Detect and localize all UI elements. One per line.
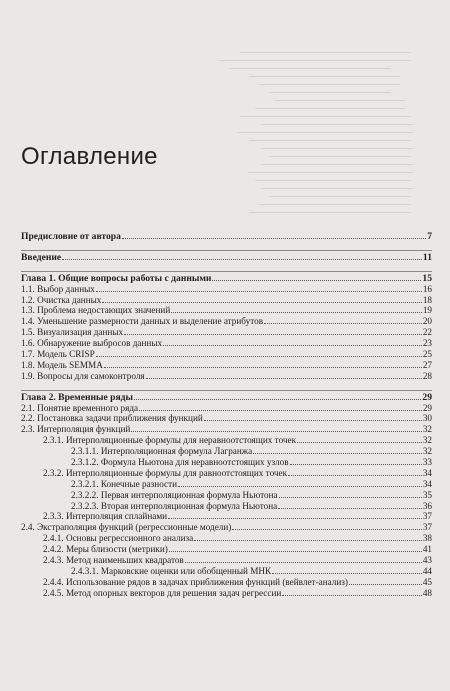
dot-leader (134, 391, 421, 400)
dot-leader (288, 467, 422, 476)
toc-page-number: 43 (422, 555, 432, 566)
toc-page-number: 32 (422, 424, 432, 435)
dot-leader (297, 434, 422, 443)
toc-page-number: 32 (422, 435, 432, 446)
toc-page-number: 48 (422, 587, 432, 598)
dot-leader (146, 370, 422, 379)
toc-entry-title: 1.5. Визуализация данных (21, 327, 124, 338)
toc-entry-title: 2.3.3. Интерполяция сплайнами (43, 511, 168, 522)
toc-entry-title: 2.3.2.2. Первая интерполяционная формула Ньютона (71, 489, 278, 500)
toc-entry[interactable] (21, 402, 432, 413)
toc-entry-title: Введение (21, 252, 62, 263)
toc-entry[interactable] (21, 565, 432, 576)
dot-leader (178, 478, 422, 487)
toc-entry-title: 1.1. Выбор данных (21, 283, 95, 294)
dot-leader (282, 587, 422, 596)
toc-entry-title: 2.4.3.1. Марковские оценки или обобщенный МНК (71, 565, 272, 576)
toc-entry[interactable] (21, 456, 432, 467)
toc-entry[interactable] (21, 467, 432, 478)
toc-entry[interactable] (21, 326, 432, 337)
toc-entry[interactable] (21, 489, 432, 500)
dot-leader (264, 315, 422, 324)
toc-entry-title: 2.4.2. Меры близости (метрики) (43, 544, 168, 555)
toc-page-number: 15 (422, 272, 432, 284)
toc-page-number: 37 (422, 511, 432, 522)
toc-page-number: 38 (422, 533, 432, 544)
dot-leader (253, 445, 422, 454)
page-title: Оглавление (21, 143, 158, 170)
toc-entry[interactable] (21, 370, 432, 381)
dot-leader (104, 359, 422, 368)
dot-leader (204, 412, 422, 421)
toc-page-number: 33 (422, 457, 432, 468)
toc-entry-title: 2.4. Экстраполяция функций (регрессионные модели) (21, 522, 232, 533)
toc-page-number: 23 (422, 338, 432, 349)
toc-entry[interactable] (21, 500, 432, 511)
dot-leader (124, 326, 422, 335)
toc-entry-title: Предисловие от автора (21, 232, 121, 242)
dot-leader (169, 543, 422, 552)
toc-page-number: 19 (422, 305, 432, 316)
toc-entry[interactable] (21, 412, 432, 423)
toc-chapter[interactable] (21, 390, 432, 402)
toc-entry-title: 1.6. Обнаружение выбросов данных (21, 338, 163, 349)
dot-leader (131, 423, 421, 432)
dot-leader (102, 294, 421, 303)
toc-entry-title: 2.4.4. Использование рядов в задачах приближения функций (вейвлет-анализ) (43, 576, 348, 587)
dot-leader (96, 283, 422, 292)
toc-entry-title: 2.3. Интерполяция функций (21, 424, 131, 435)
toc-page-number: 29 (422, 402, 432, 413)
toc-entry-title: Глава 1. Общие вопросы работы с данными (21, 273, 212, 284)
dot-leader (171, 304, 422, 313)
dot-leader (139, 402, 422, 411)
toc-page-number: 30 (422, 413, 432, 424)
dot-leader (232, 521, 421, 530)
toc-page-number: 25 (422, 349, 432, 360)
dot-leader (163, 337, 422, 346)
dot-leader (290, 456, 422, 465)
toc-entry-title: 1.7. Модель CRISP (21, 349, 95, 360)
toc-entry-title: 1.8. Модель SEMMA (21, 359, 103, 370)
toc-entry[interactable] (21, 337, 432, 348)
toc-entry-title: 2.3.1. Интерполяционные формулы для неравноотстоящих точек (43, 435, 297, 446)
dot-leader (62, 251, 422, 260)
toc-page-number: 35 (422, 489, 432, 500)
toc-entry[interactable] (21, 283, 432, 294)
toc-page-number: 27 (422, 359, 432, 370)
toc-list (21, 230, 432, 598)
toc-page-number: 34 (422, 467, 432, 478)
toc-entry-title: 1.3. Проблема недостающих значений (21, 305, 171, 316)
toc-entry[interactable] (21, 359, 432, 370)
toc-entry[interactable] (21, 554, 432, 565)
toc-page-number: 18 (422, 294, 432, 305)
dot-leader (272, 565, 422, 574)
dot-leader (349, 576, 422, 585)
toc-page-number: 37 (422, 522, 432, 533)
toc-entry-title: Глава 2. Временные ряды (21, 392, 134, 403)
toc-entry[interactable] (21, 532, 432, 543)
toc-entry-title: 2.4.3. Метод наименьших квадратов (43, 555, 184, 566)
dot-leader (96, 348, 422, 357)
toc-entry[interactable] (21, 587, 432, 598)
toc-entry-title: 2.1. Понятие временного ряда (21, 402, 139, 413)
dot-leader (279, 489, 422, 498)
toc-entry-title: 2.4.1. Основы регрессионного анализа (43, 533, 194, 544)
dot-leader (212, 272, 421, 281)
dot-leader (278, 500, 422, 509)
toc-page-number: 29 (422, 391, 432, 403)
toc-entry-title: 2.3.1.2. Формула Ньютона для неравноотстоящих узлов (71, 457, 289, 468)
toc-entry[interactable] (21, 445, 432, 456)
dot-leader (122, 230, 426, 239)
toc-entry[interactable] (21, 315, 432, 326)
toc-page-number: 7 (427, 231, 432, 242)
toc-entry[interactable] (21, 423, 432, 434)
toc-entry-title: 2.2. Постановка задачи приближения функций (21, 413, 203, 424)
dot-leader (185, 554, 422, 563)
toc-entry[interactable] (21, 543, 432, 554)
toc-entry[interactable] (21, 478, 432, 489)
toc-entry-title: 2.3.2.3. Вторая интерполяционная формула Ньютона (71, 500, 278, 511)
toc-entry[interactable] (21, 576, 432, 587)
toc-page-number: 28 (422, 370, 432, 381)
toc-entry[interactable] (21, 294, 432, 305)
toc-entry[interactable] (21, 510, 432, 521)
toc-chapter[interactable] (21, 250, 432, 262)
toc-entry-title: 1.9. Вопросы для самоконтроля (21, 370, 145, 381)
toc-page-number: 41 (422, 544, 432, 555)
toc-page-number: 11 (422, 251, 432, 263)
toc-entry-title: 2.3.2. Интерполяционные формулы для равноотстоящих точек (43, 467, 288, 478)
toc-entry-title: 2.4.5. Метод опорных векторов для решения задач регрессии (43, 587, 282, 598)
dot-leader (168, 510, 422, 519)
toc-page-number: 32 (422, 446, 432, 457)
toc-chapter[interactable] (21, 230, 432, 241)
toc-entry-title: 1.4. Уменьшение размерности данных и выделение атрибутов (21, 316, 264, 327)
toc-page-number: 16 (422, 283, 432, 294)
toc-chapter[interactable] (21, 271, 432, 283)
toc-entry[interactable] (21, 434, 432, 445)
dot-leader (194, 532, 422, 541)
toc-page-number: 44 (422, 565, 432, 576)
toc-page-number: 36 (422, 500, 432, 511)
toc-page-number: 22 (422, 327, 432, 338)
toc-entry-title: 2.3.2.1. Конечные разности (71, 478, 178, 489)
toc-entry[interactable] (21, 521, 432, 532)
toc-page-number: 45 (422, 576, 432, 587)
toc-page-number: 34 (422, 478, 432, 489)
toc-entry[interactable] (21, 304, 432, 315)
toc-entry-title: 1.2. Очистка данных (21, 294, 102, 305)
toc-page-number: 20 (422, 316, 432, 327)
toc-entry[interactable] (21, 348, 432, 359)
toc-entry-title: 2.3.1.1. Интерполяционная формула Лагранжа (71, 446, 253, 457)
